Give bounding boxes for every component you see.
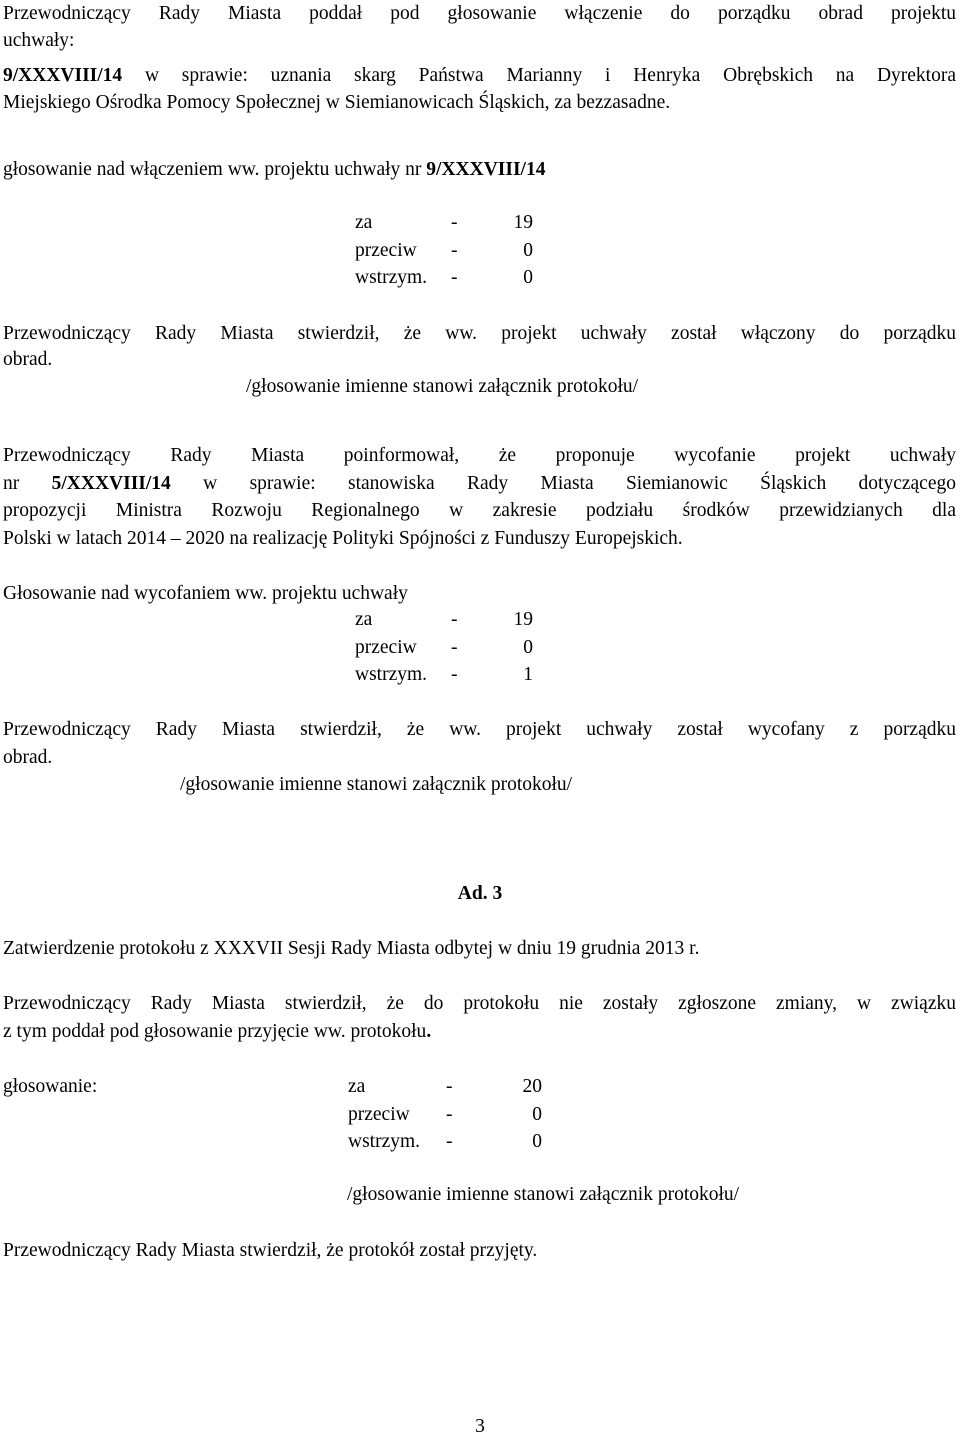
withdraw-resolution-number: 5/XXXVIII/14	[51, 473, 171, 494]
page-number-text: 3	[475, 1416, 485, 1437]
resolution-text-a: w sprawie: uznania skarg Państwa Marianny i Henryka Obrębskich na Dyrektora	[122, 65, 956, 86]
resolution-number: 9/XXXVIII/14	[3, 65, 123, 86]
approval-text-1: Przewodniczący Rady Miasta stwierdził, że do protokołu nie zostały zgłoszone zmiany, w związku	[3, 993, 956, 1014]
withdraw-para-line-1	[3, 442, 956, 470]
result-line-2	[3, 346, 956, 374]
vote-label-abstain: wstrzym.	[348, 1131, 421, 1152]
vote-label-for: za	[355, 212, 373, 233]
withdraw-text-3: propozycji Ministra Rozwoju Regionalnego w zakresie podziału środków przewidzianych dla	[3, 500, 956, 521]
withdraw-para-line-3	[3, 497, 956, 525]
vote-label-abstain: wstrzym.	[355, 664, 428, 685]
result-line-1	[3, 320, 956, 348]
attachment-note-text: /głosowanie imienne stanowi załącznik protokołu/	[246, 376, 639, 397]
withdraw-para-line-4	[3, 525, 956, 553]
vote-label-abstain: wstrzym.	[355, 267, 428, 288]
resolution-text-b: Miejskiego Ośrodka Pomocy Społecznej w Siemianowicach Śląskich, za bezzasadne.	[3, 92, 671, 113]
vote-heading-2	[3, 580, 956, 608]
section-heading-text: Ad. 3	[457, 883, 503, 904]
approval-text-2: z tym poddał pod głosowanie przyjęcie ww. protokołu	[3, 1021, 427, 1042]
vote-dash: -	[451, 664, 458, 685]
attachment-note-text: /głosowanie imienne stanowi załącznik protokołu/	[180, 774, 573, 795]
section-title-ad3	[3, 935, 956, 963]
attachment-note-3	[347, 1181, 947, 1209]
approval-para-line-1	[3, 990, 956, 1018]
attachment-note-2	[180, 771, 780, 799]
vote-heading-1	[3, 156, 956, 184]
vote-dash: -	[446, 1103, 453, 1125]
vote-dash: -	[451, 636, 458, 658]
vote-label-for: za	[355, 609, 373, 630]
vote-count-against: 0	[523, 636, 533, 658]
intro-text-1: Przewodniczący Rady Miasta poddał pod głosowanie włączenie do porządku obrad projektu	[3, 3, 956, 24]
approval-text-2-dot: .	[426, 1021, 432, 1042]
withdraw-text-2-rest: w sprawie: stanowiska Rady Miasta Siemianowic Śląskich dotyczącego	[170, 473, 956, 494]
intro-line-2	[3, 27, 956, 55]
vote-dash: -	[446, 1076, 453, 1097]
vote-count-for: 20	[522, 1076, 542, 1097]
approval-para-line-2	[3, 1018, 956, 1046]
withdraw-text-1: Przewodniczący Rady Miasta poinformował, że proponuje wycofanie projekt uchwały	[3, 445, 956, 466]
withdraw-para-line-2	[3, 470, 956, 498]
approval-conclusion-text: Przewodniczący Rady Miasta stwierdził, że protokół został przyjęty.	[3, 1240, 538, 1261]
approval-conclusion	[3, 1237, 956, 1265]
vote-count-for: 19	[513, 609, 533, 630]
vote-heading-2-text: Głosowanie nad wycofaniem ww. projektu uchwały	[3, 583, 408, 604]
resolution-line-2	[3, 89, 956, 117]
vote-label-3-text: głosowanie:	[3, 1076, 98, 1097]
vote-table-1	[355, 209, 533, 292]
vote-count-against: 0	[523, 239, 533, 261]
withdraw-text-2-prefix: nr	[3, 473, 52, 494]
vote-count-abstain: 1	[523, 664, 533, 685]
attachment-note-text: /głosowanie imienne stanowi załącznik protokołu/	[347, 1184, 740, 1205]
vote-label-against: przeciw	[355, 636, 417, 658]
vote-heading-number: 9/XXXVIII/14	[426, 159, 546, 180]
resolution-line-1	[3, 62, 956, 90]
withdraw-result-text-2: obrad.	[3, 747, 53, 768]
vote-table-2	[355, 606, 533, 689]
vote-count-abstain: 0	[523, 267, 533, 288]
attachment-note-1	[246, 373, 846, 401]
result-text-2: obrad.	[3, 349, 53, 370]
intro-text-2: uchwały:	[3, 30, 75, 51]
vote-table-3	[348, 1073, 542, 1156]
vote-dash: -	[451, 609, 458, 630]
withdraw-result-line-2	[3, 744, 956, 772]
result-text-1: Przewodniczący Rady Miasta stwierdził, że ww. projekt uchwały został włączony do porządku	[3, 323, 956, 344]
vote-dash: -	[451, 212, 458, 233]
intro-line-1	[3, 0, 956, 28]
vote-heading-prefix: głosowanie nad włączeniem ww. projektu uchwały nr	[3, 159, 427, 180]
vote-dash: -	[446, 1131, 453, 1152]
withdraw-result-text-1: Przewodniczący Rady Miasta stwierdził, że ww. projekt uchwały został wycofany z porządku	[3, 719, 956, 740]
vote-dash: -	[451, 267, 458, 288]
page-number	[0, 1413, 960, 1441]
vote-label-against: przeciw	[355, 239, 417, 261]
section-title-text: Zatwierdzenie protokołu z XXXVII Sesji Rady Miasta odbytej w dniu 19 grudnia 2013 r.	[3, 938, 700, 959]
vote-count-for: 19	[513, 212, 533, 233]
vote-label-for: za	[348, 1076, 366, 1097]
section-heading-ad3	[0, 880, 960, 908]
vote-dash: -	[451, 239, 458, 261]
withdraw-text-4: Polski w latach 2014 – 2020 na realizację Polityki Spójności z Funduszy Europejskich.	[3, 528, 683, 549]
vote-label-against: przeciw	[348, 1103, 410, 1125]
vote-label-3	[3, 1073, 203, 1101]
withdraw-result-line-1	[3, 716, 956, 744]
vote-count-abstain: 0	[532, 1131, 542, 1152]
vote-count-against: 0	[532, 1103, 542, 1125]
